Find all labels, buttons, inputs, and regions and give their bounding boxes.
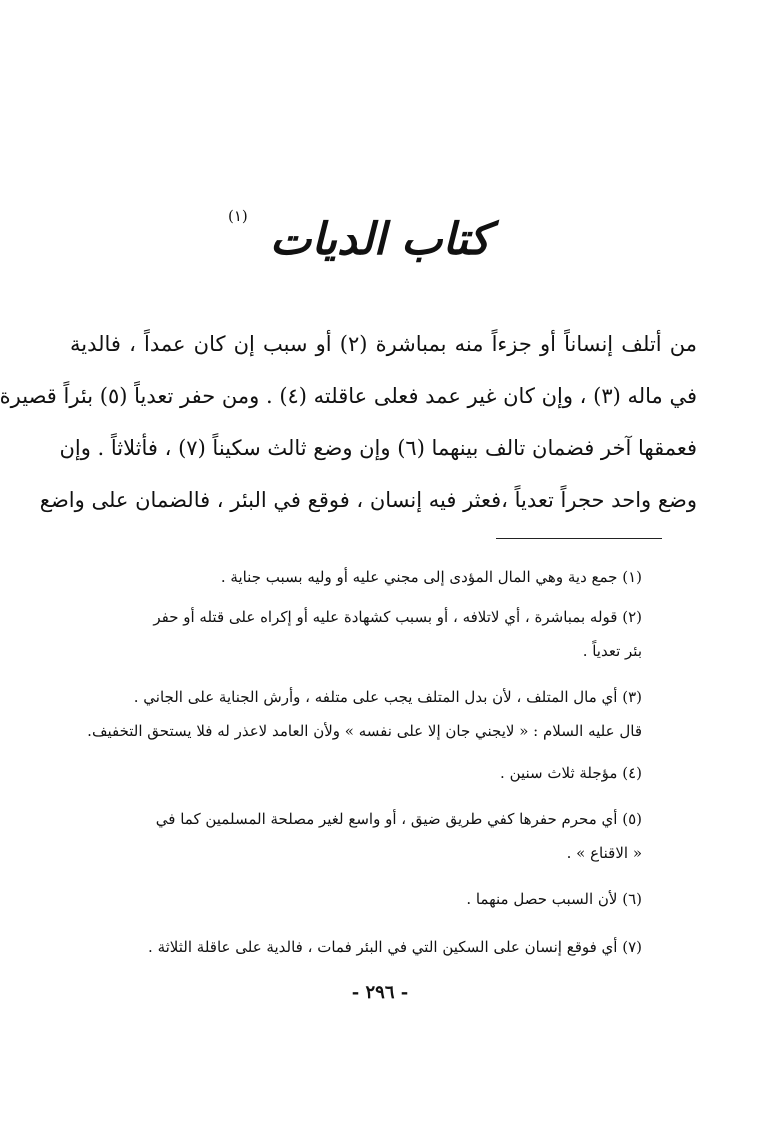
footnote-5 [76, 802, 642, 870]
footnote-line: (٥) أي محرم حفرها كفي طريق ضيق ، أو واسع لغير مصلحة المسلمين كما في [155, 810, 642, 828]
footnote-line: (٤) مؤجلة ثلاث سنين . [500, 764, 642, 782]
footnote-line: (٣) أي مال المتلف ، لأن بدل المتلف يجب على متلفه ، وأرش الجناية على الجاني . [133, 688, 642, 706]
body-line: من أتلف إنساناً أو جزءاً منه بمباشرة (٢) أو سبب إن كان عمداً ، فالدية [70, 332, 697, 356]
footnote-line: (٧) أي فوقع إنسان على السكين التي في البئر فمات ، فالدية على عاقلة الثلاثة . [148, 938, 642, 956]
footnote-line: بئر تعدياً . [582, 642, 642, 660]
title-footnote-marker: (١) [228, 207, 248, 225]
footnote-divider [496, 538, 662, 539]
footnote-line: (٢) قوله بمباشرة ، أي لاتلافه ، أو بسبب كشهادة عليه أو إكراه على قتله أو حفر [153, 608, 642, 626]
footnote-6 [76, 882, 642, 916]
footnote-line: قال عليه السلام : « لايجني جان إلا على نفسه » ولأن العامد لاعذر له فلا يستحق التخفيف. [87, 722, 642, 740]
body-line: في ماله (٣) ، وإن كان غير عمد فعلى عاقلته (٤) . ومن حفر تعدياً (٥) بئراً قصيرة [0, 384, 697, 408]
body-line: فعمقها آخر فضمان تالف بينهما (٦) وإن وضع ثالث سكيناً (٧) ، فأثلاثاً . وإن [59, 436, 697, 460]
footnote-line: (٦) لأن السبب حصل منهما . [466, 890, 642, 908]
footnote-3 [76, 680, 642, 748]
footnote-2 [76, 600, 642, 668]
footnote-line: « الاقناع » . [566, 844, 642, 862]
body-paragraph [0, 318, 697, 526]
footnote-4 [76, 756, 642, 790]
footnote-line: (١) جمع دية وهي المال المؤدى إلى مجني عليه أو وليه بسبب جناية . [220, 568, 642, 586]
page-number: - ٢٩٦ - [351, 982, 409, 1003]
footnote-7 [76, 930, 642, 964]
body-line: وضع واحد حجراً تعدياً ،فعثر فيه إنسان ، فوقع في البئر ، فالضمان على واضع [39, 488, 697, 512]
chapter-title: كتاب الديات [269, 214, 491, 265]
footnote-1 [76, 560, 642, 594]
